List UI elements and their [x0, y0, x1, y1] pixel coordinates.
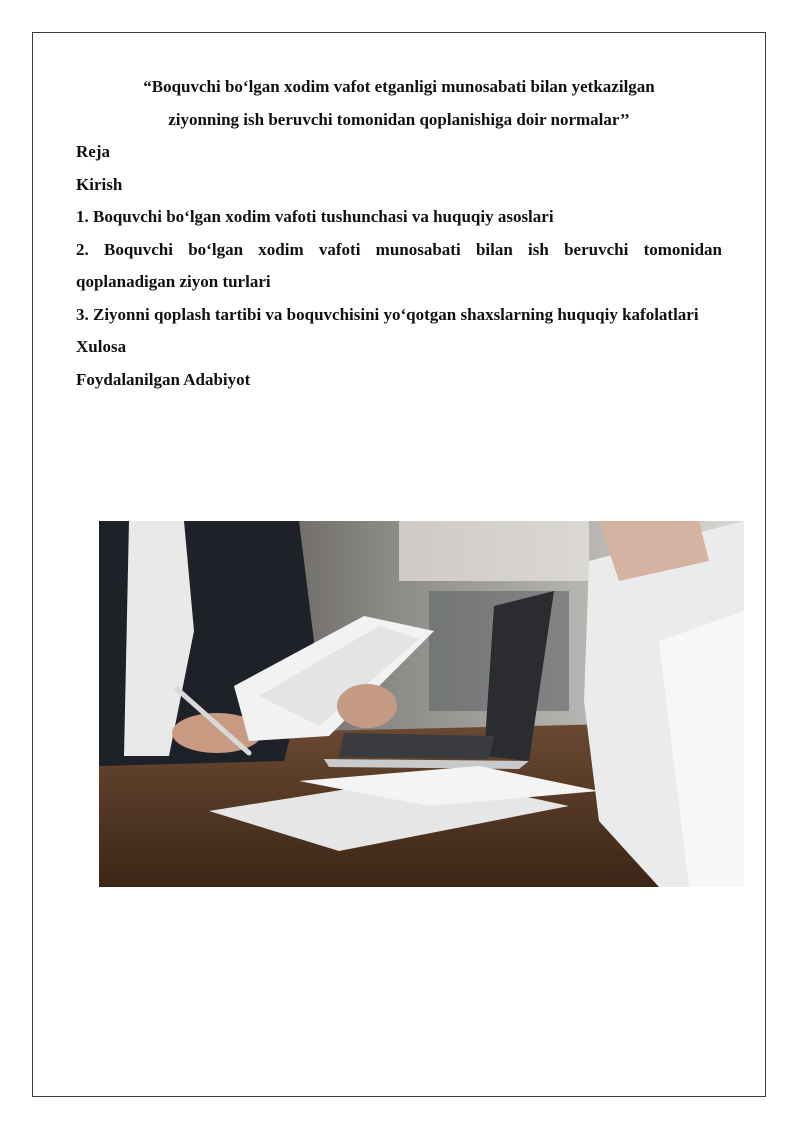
- plan-item-1: 1. Boquvchi bo‘lgan xodim vafoti tushunchasi va huquqiy asoslari: [76, 207, 554, 226]
- title-line-2: ziyonning ish beruvchi tomonidan qoplanishiga doir normalar’’: [168, 109, 630, 129]
- plan-item-conclusion: Xulosa: [76, 337, 127, 356]
- plan-item-2: 2. Boquvchi bo‘lgan xodim vafoti munosabati bilan ish beruvchi tomonidan qoplanadigan ziyon turlari: [76, 239, 722, 291]
- plan-heading: Reja: [76, 142, 110, 161]
- plan-item-intro: Kirish: [76, 174, 123, 194]
- plan-item-references: Foydalanilgan Adabiyot: [76, 369, 251, 389]
- document-title: [76, 71, 722, 136]
- meeting-photo-illustration: [99, 521, 744, 887]
- title-line-1: “Boquvchi bo‘lgan xodim vafot etganligi munosabati bilan yetkazilgan: [143, 77, 655, 96]
- meeting-photo: [99, 521, 744, 887]
- document-body: [76, 71, 722, 396]
- plan-item-3: 3. Ziyonni qoplash tartibi va boquvchisini yo‘qotgan shaxslarning huquqiy kafolatlari: [76, 304, 699, 324]
